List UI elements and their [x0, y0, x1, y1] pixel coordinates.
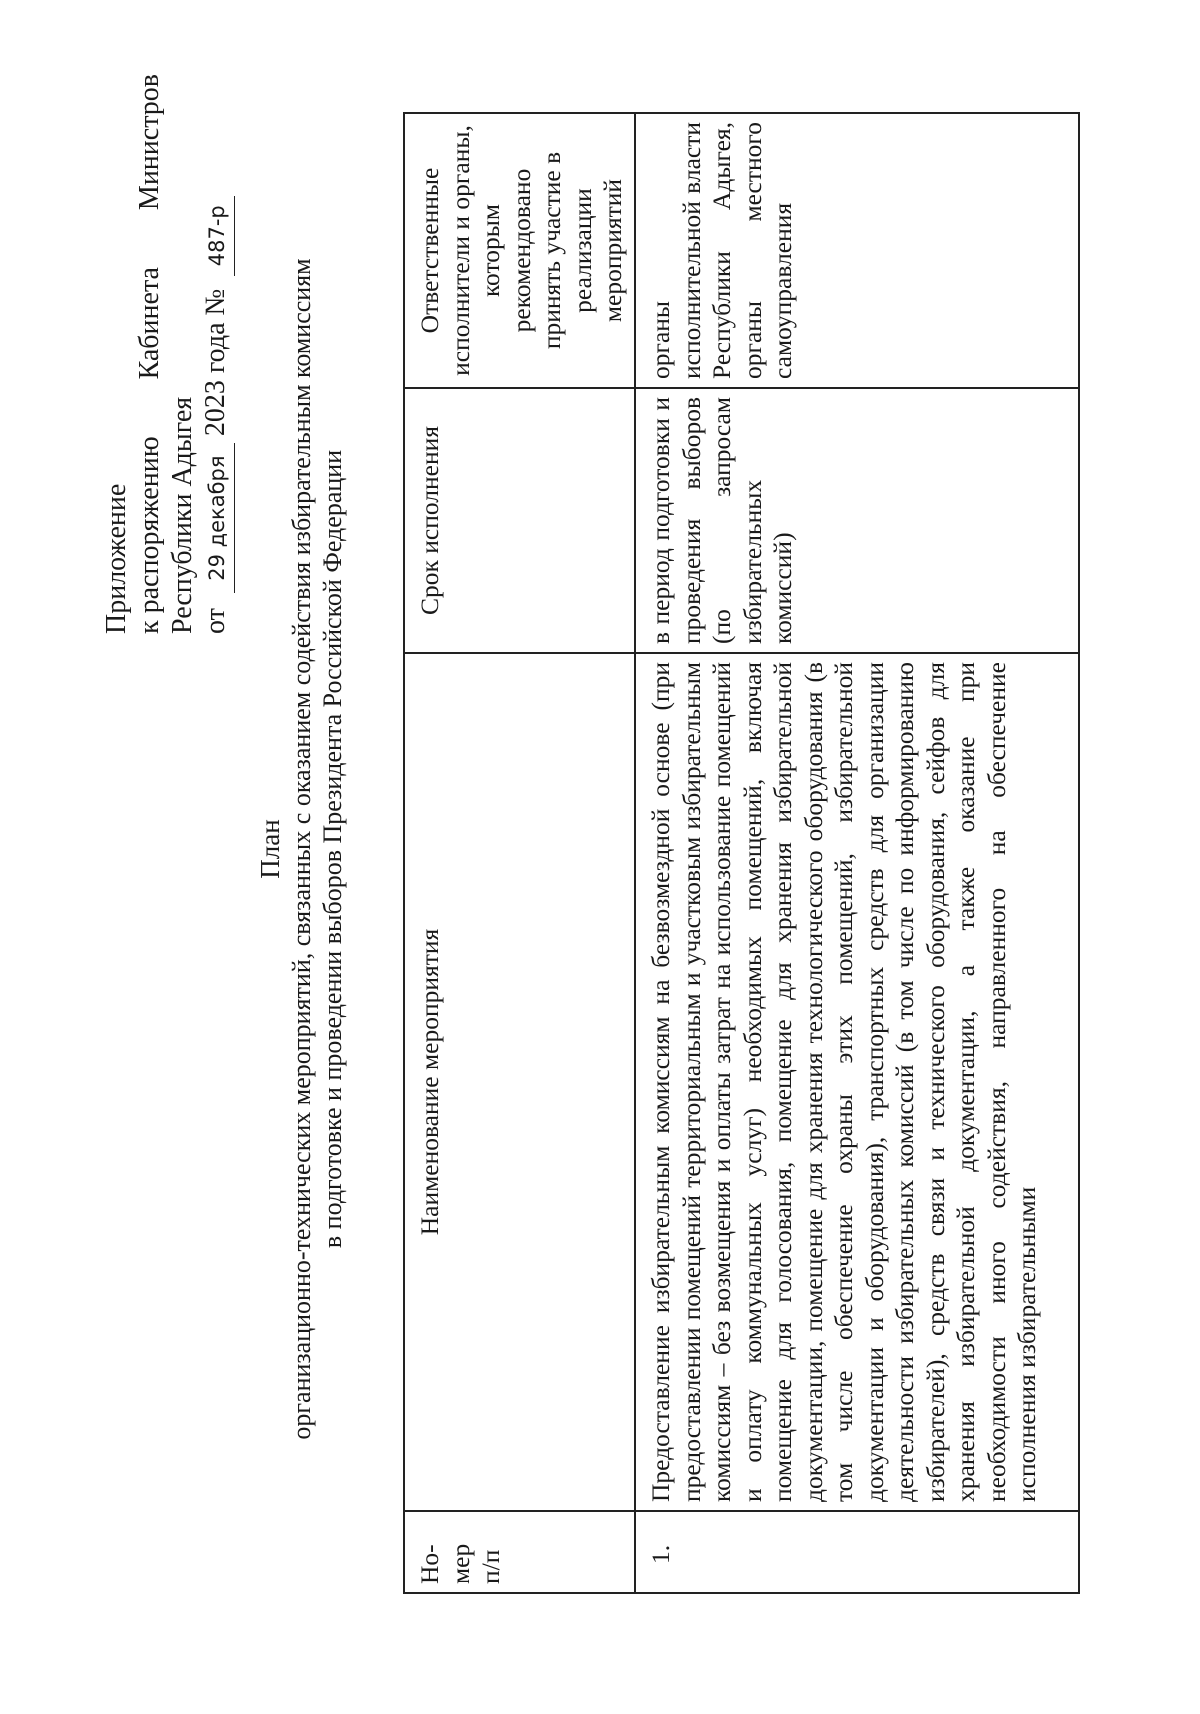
- table-row: [635, 113, 1079, 1593]
- header-number: Но-мер п/п: [404, 1511, 635, 1593]
- appendix-label: Приложение: [101, 483, 132, 634]
- appendix-decree-line: [133, 74, 166, 634]
- year-number-label: 2023 года №: [200, 288, 231, 437]
- plan-table: [403, 112, 1080, 1594]
- header-term: Срок исполнения: [404, 388, 635, 653]
- appendix-decree-part-a: к распоряжению: [134, 436, 165, 634]
- header-name: Наименование мероприятия: [404, 653, 635, 1511]
- plan-title: [255, 124, 348, 1574]
- appendix-date-line: [199, 74, 235, 634]
- header-responsible: Ответственные исполнители и органы, которым рекомендовано принять участие в реализации мероприятий: [404, 113, 635, 388]
- plan-title-line-2: в подготовке и проведении выборов Президента Российской Федерации: [318, 449, 347, 1249]
- row-activity-name: Предоставление избирательным комиссиям на безвозмездной основе (при предоставлении помещений территориальным и участковым избирательным комиссиям – без возмещения и оплаты затрат на использование помещений и оплату коммунальных услуг) необходимых помещений, включая помещение для голосования, помещение для хранения избирательной документации, помещение для хранения технологического оборудования (в том числе обеспечение охраны этих помещений, избирательной документации и оборудования), транспортных средств для организации деятельности избирательных комиссий (в том числе по информированию избирателей), средств связи и технического оборудования, сейфов для хранения избирательной документации, а также оказание при необходимости иного содействия, направленного на обеспечение исполнения избирательными: [635, 653, 1079, 1511]
- appendix-header: [100, 74, 235, 634]
- appendix-republic: Республики Адыгея: [167, 396, 198, 634]
- row-responsible: органы исполнительной власти Республики Адыгея, органы местного самоуправления: [635, 113, 1079, 388]
- plan-title-line-1: организационно-технических мероприятий, связанных с оказанием содействия избирательным комиссиям: [287, 258, 316, 1440]
- row-term: в период подготовки и проведения выборов (по запросам избирательных комиссий): [635, 388, 1079, 653]
- handwritten-date: 29 декабря: [201, 443, 235, 593]
- handwritten-number: 487-р: [201, 196, 235, 276]
- plan-heading: План: [255, 819, 285, 879]
- row-number: 1.: [635, 1511, 1079, 1593]
- table-header-row: [404, 113, 635, 1593]
- date-from-label: от: [200, 608, 231, 634]
- appendix-decree-part-b: Кабинета: [134, 267, 165, 380]
- appendix-decree-part-c: Министров: [134, 74, 165, 211]
